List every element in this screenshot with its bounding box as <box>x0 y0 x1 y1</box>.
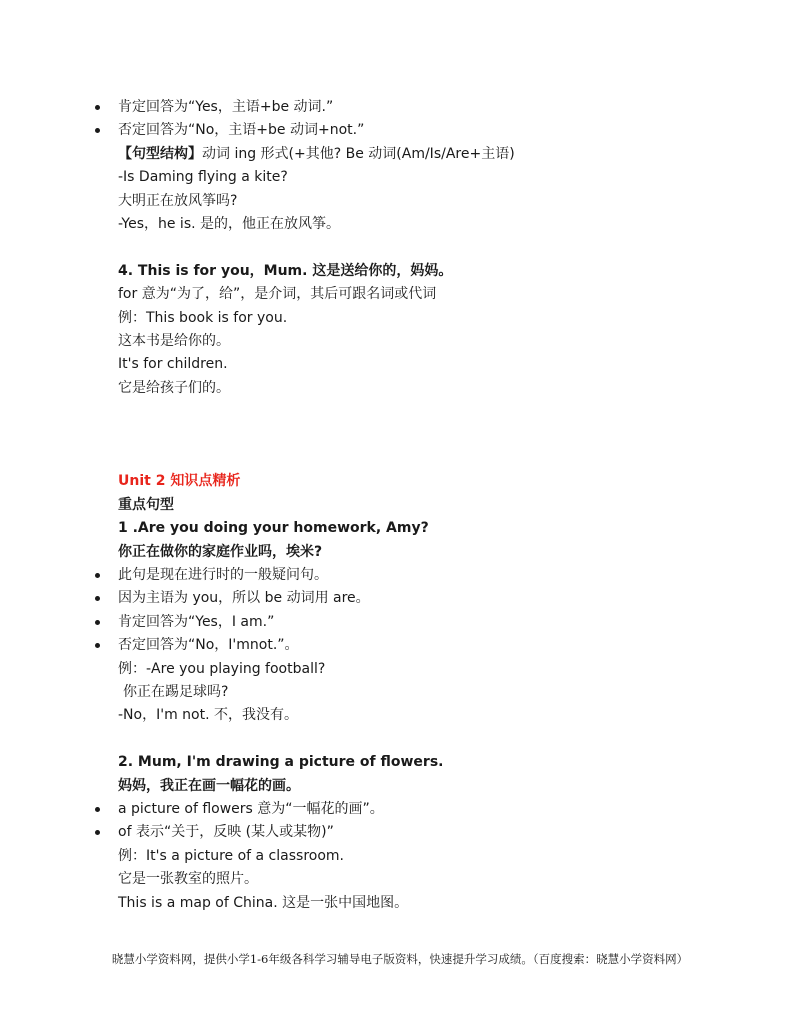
list-item: of 表示“关于，反映 (某人或某物)” <box>118 821 758 844</box>
paragraph-line: It's for children. <box>118 356 228 373</box>
key-sentence-en: 1 .Are you doing your homework, Amy? <box>118 520 429 537</box>
structure-label: 【句型结构】 <box>118 145 202 162</box>
paragraph-line: 这本书是给你的。 <box>118 332 230 349</box>
list-item: 肯定回答为“Yes，主语+be 动词.” <box>118 96 758 119</box>
example-line: -No，I'm not. 不，我没有。 <box>118 707 298 724</box>
list-item: 肯定回答为“Yes，I am.” <box>118 611 758 634</box>
key-sentence-en: 2. Mum, I'm drawing a picture of flowers. <box>118 754 444 771</box>
spacer <box>118 400 758 447</box>
list-item: 否定回答为“No，主语+be 动词+not.” <box>118 119 758 142</box>
example-line: 例：-Are you playing football? <box>118 660 326 677</box>
unit-title: Unit 2 知识点精析 <box>118 473 241 490</box>
example-answer: -Yes，he is. 是的，他正在放风筝。 <box>118 215 341 232</box>
example-question: -Is Daming flying a kite? <box>118 169 288 186</box>
example-line: 它是一张教室的照片。 <box>118 871 258 888</box>
sentence-structure <box>118 143 758 166</box>
paragraph-line: for 意为“为了，给”，是介词，其后可跟名词或代词 <box>118 286 437 303</box>
paragraph-line: 例：This book is for you. <box>118 309 288 326</box>
spacer <box>118 236 758 259</box>
example-line: 你正在踢足球吗? <box>123 683 229 700</box>
structure-text: 动词 ing 形式(+其他? Be 动词(Am/Is/Are+主语) <box>202 145 515 162</box>
unit-subtitle: 重点句型 <box>118 496 174 513</box>
list-item: 因为主语为 you，所以 be 动词用 are。 <box>118 587 758 610</box>
page-footer: 晓慧小学资料网，提供小学1-6年级各科学习辅导电子版资料，快速提升学习成绩。（百度搜索：晓慧小学资料网） <box>111 952 689 966</box>
document-content <box>118 96 758 915</box>
spacer <box>118 728 758 751</box>
spacer <box>118 447 758 470</box>
example-question-translation: 大明正在放风筝吗? <box>118 192 238 209</box>
section-heading: 4. This is for you，Mum. 这是送给你的，妈妈。 <box>118 262 453 279</box>
paragraph-line: 它是给孩子们的。 <box>118 379 230 396</box>
example-line: 例：It's a picture of a classroom. <box>118 847 344 864</box>
list-item: a picture of flowers 意为“一幅花的画”。 <box>118 798 758 821</box>
list-item: 否定回答为“No，I'mnot.”。 <box>118 634 758 657</box>
key-sentence-cn: 你正在做你的家庭作业吗，埃米? <box>118 543 323 560</box>
example-line: This is a map of China. 这是一张中国地图。 <box>118 894 409 911</box>
list-item: 此句是现在进行时的一般疑问句。 <box>118 564 758 587</box>
key-sentence-cn: 妈妈，我正在画一幅花的画。 <box>118 777 300 794</box>
